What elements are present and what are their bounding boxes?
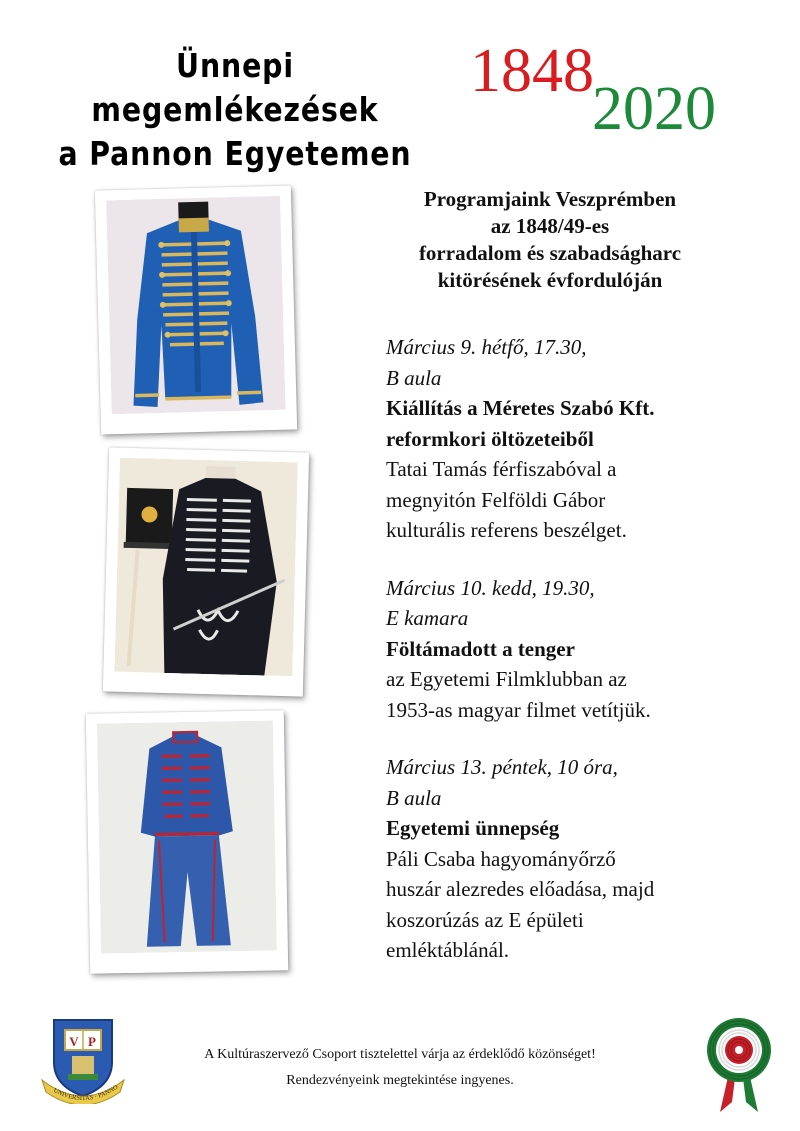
event-title: Egyetemi ünnepség <box>386 816 560 840</box>
event-desc-line: koszorúzás az E épületi <box>386 907 584 932</box>
heading-line-1: Programjaink Veszprémben <box>423 187 677 211</box>
year-2020: 2020 <box>592 75 716 143</box>
event-desc-line: Tatai Tamás férfiszabóval a <box>386 457 617 481</box>
event-location: E kamara <box>386 606 469 630</box>
event-date: Március 10. kedd, 19.30, <box>386 575 595 600</box>
event-desc-line: kulturális referens beszélget. <box>386 518 627 542</box>
event-location: B aula <box>386 365 442 390</box>
footer-line-2: Rendezvényeink megtekintése ingyenes. <box>286 1073 514 1088</box>
heading-line-3: forradalom és szabadságharc <box>418 241 682 265</box>
event-item-exhibition <box>386 332 766 546</box>
event-location: B aula <box>386 785 442 810</box>
university-crest-logo <box>38 1016 128 1104</box>
photo-blue-gold-jacket <box>95 185 297 434</box>
event-desc-line: az Egyetemi Filmklubban az <box>386 667 627 691</box>
photo-black-hussar-uniform <box>103 447 309 696</box>
event-title: Föltámadott a tenger <box>386 636 575 661</box>
page-title <box>33 44 437 176</box>
footer-line-1: A Kultúraszervező Csoport tisztelettel várja az érdeklődő közönséget! <box>204 1047 596 1062</box>
svg-text:UNIVERSITAS · PANNONICA: UNIVERSITAS · PANNO <box>52 1083 120 1103</box>
svg-text:V: V <box>69 1034 79 1049</box>
event-title-cont: reformkori öltözeteiből <box>386 426 594 451</box>
photo-blue-red-uniform <box>86 710 289 973</box>
cockade-icon <box>702 1016 776 1114</box>
title-line-1: Ünnepi megemlékezések <box>91 46 379 129</box>
event-desc-line: 1953-as magyar filmet vetítjük. <box>386 697 651 722</box>
title-line-2: a Pannon Egyetemen <box>58 134 412 173</box>
event-item-film <box>386 573 766 726</box>
event-desc-line: megnyitón Felföldi Gábor <box>386 487 606 512</box>
event-desc-line: Páli Csaba hagyományőrző <box>386 846 616 871</box>
footer-note <box>120 1042 680 1094</box>
event-item-ceremony <box>386 752 766 966</box>
heading-line-4: kitörésének évfordulóján <box>437 268 663 292</box>
event-desc-line: huszár alezredes előadása, majd <box>386 877 655 901</box>
svg-text:P: P <box>88 1034 96 1049</box>
event-desc-line: emléktáblánál. <box>386 938 510 962</box>
program-heading <box>370 186 730 294</box>
event-list <box>386 332 766 993</box>
event-date: Március 13. péntek, 10 óra, <box>386 755 618 779</box>
event-date: Március 9. hétfő, 17.30, <box>386 335 587 359</box>
event-title: Kiállítás a Méretes Szabó Kft. <box>386 396 655 420</box>
year-1848: 1848 <box>470 37 594 105</box>
heading-line-2: az 1848/49-es <box>490 214 610 238</box>
